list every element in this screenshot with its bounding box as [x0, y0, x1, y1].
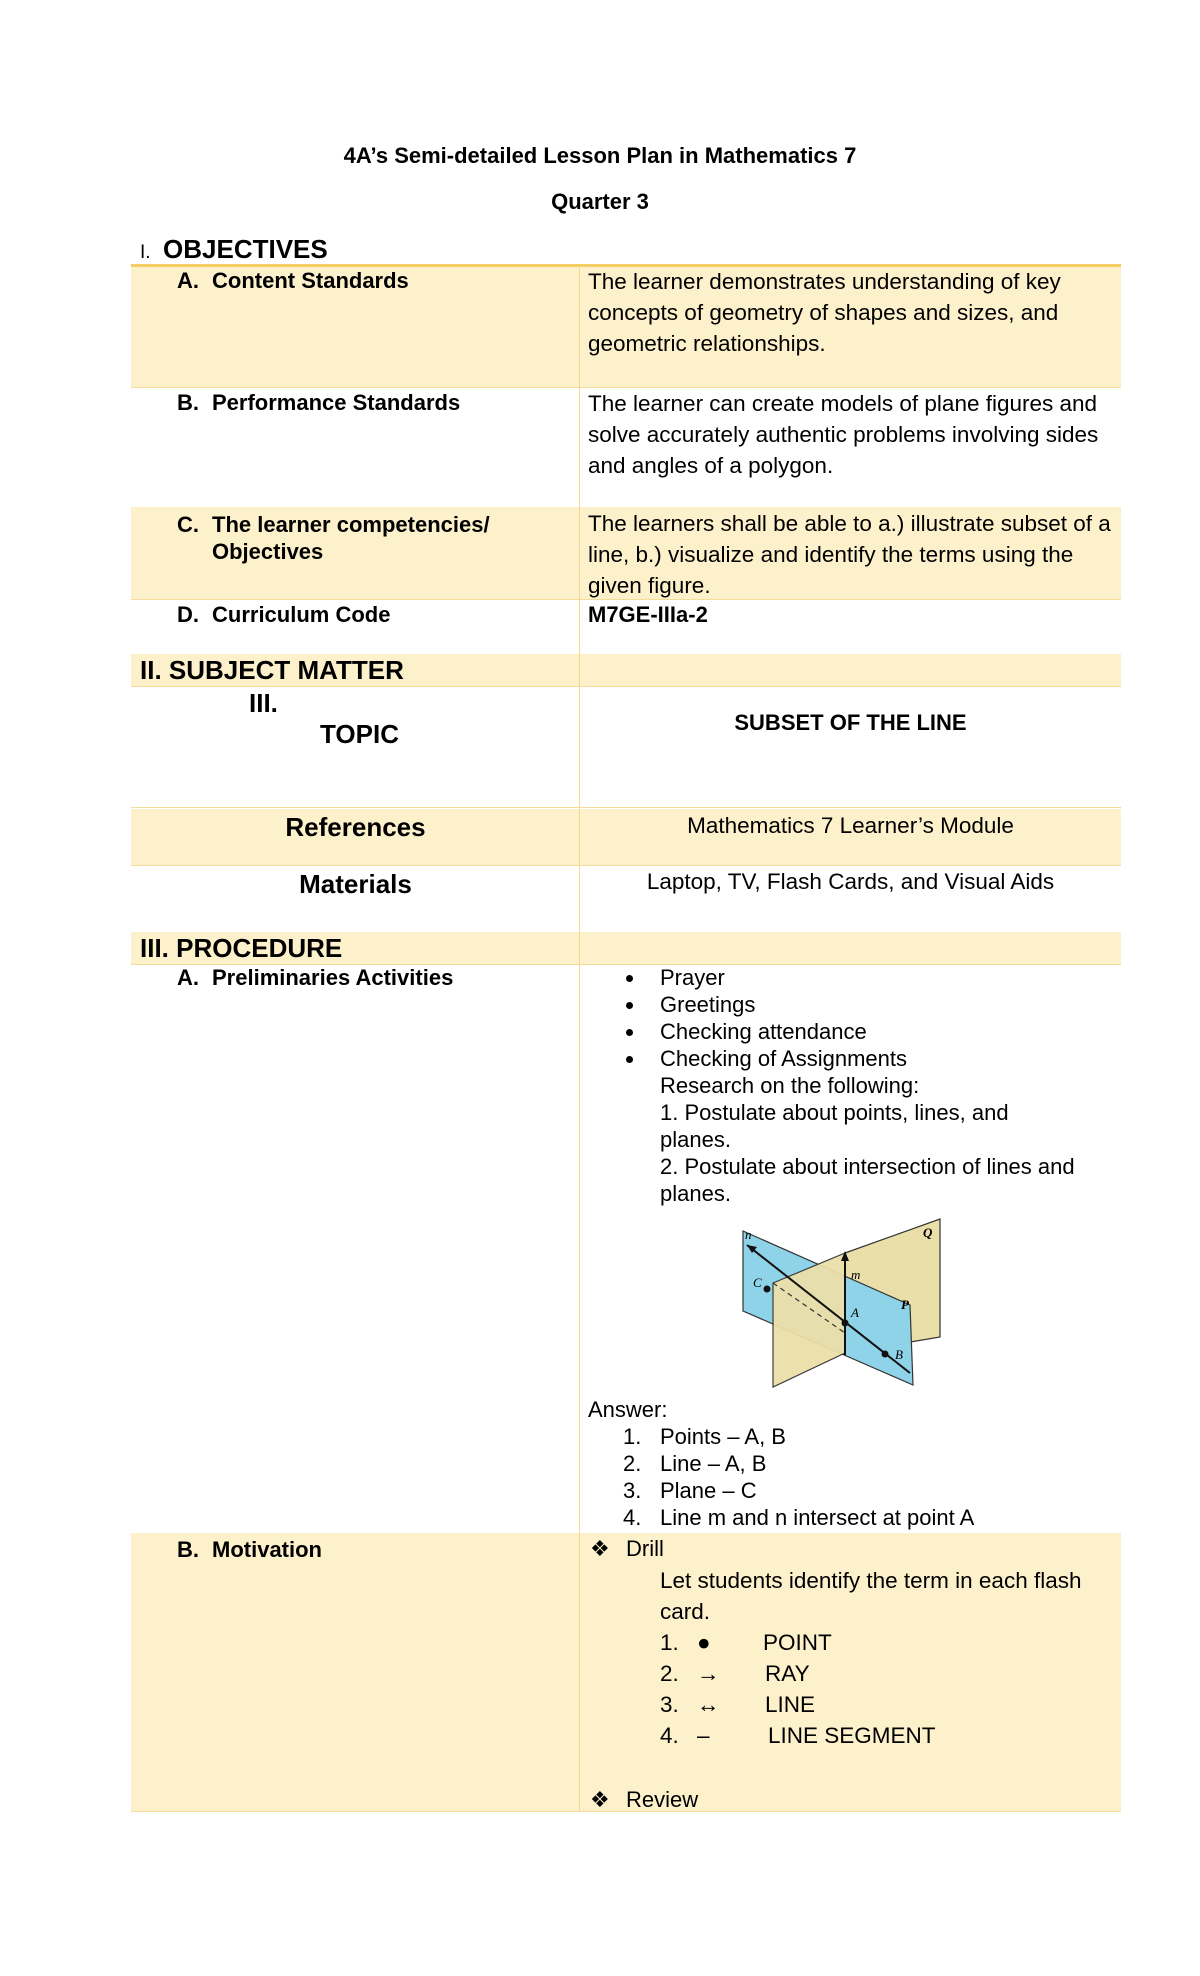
content-standards-letter: A.: [177, 268, 199, 293]
review-diamond-icon: ❖: [590, 1787, 610, 1812]
label-c: C: [753, 1275, 762, 1290]
references-label: References: [285, 812, 426, 842]
drill-label: Drill: [626, 1536, 664, 1561]
answer-text-4: Line m and n intersect at point A: [660, 1505, 975, 1530]
research-item-2a: 2. Postulate about intersection of lines and: [660, 1154, 1075, 1179]
answer-text-2: Line – A, B: [660, 1451, 767, 1476]
label-b: B: [895, 1347, 903, 1362]
drill-instruction-line1: Let students identify the term in each flash: [660, 1568, 1082, 1593]
card-num-1: 1.: [660, 1630, 679, 1655]
answer-num-1: 1.: [623, 1424, 642, 1449]
page-title: 4A’s Semi-detailed Lesson Plan in Mathematics 7: [343, 143, 857, 168]
card-symbol-3: ↔: [697, 1692, 720, 1717]
objectives-heading: I. OBJECTIVES: [140, 234, 328, 264]
card-symbol-1: ●: [697, 1630, 711, 1655]
procedure-heading: III. PROCEDURE: [140, 933, 343, 963]
motivation-label: Motivation: [212, 1537, 322, 1562]
answer-label: Answer:: [588, 1397, 668, 1422]
card-symbol-4: –: [697, 1723, 710, 1748]
bullet-attendance: Checking attendance: [590, 1018, 1110, 1045]
research-item-1a: 1. Postulate about points, lines, and: [660, 1100, 1009, 1125]
subject-matter-heading: II. SUBJECT MATTER: [140, 655, 404, 685]
performance-standards-text: The learner can create models of plane figures and solve accurately authentic problems involving sides and angles of a polygon.: [588, 391, 1099, 478]
research-item-1b: planes.: [660, 1127, 731, 1152]
references-value: Mathematics 7 Learner’s Module: [687, 813, 1014, 838]
label-a: A: [851, 1305, 859, 1320]
drill-diamond-icon: ❖: [590, 1536, 610, 1561]
review-label: Review: [626, 1787, 699, 1812]
card-term-4: LINE SEGMENT: [768, 1723, 936, 1748]
materials-label: Materials: [299, 869, 412, 899]
research-intro: Research on the following:: [660, 1073, 920, 1098]
competencies-label-line2: Objectives: [212, 539, 324, 564]
content-standards-text: The learner demonstrates understanding of key concepts of geometry of shapes and sizes, and geometric relationships.: [588, 269, 1061, 356]
column-divider: [579, 267, 580, 1811]
competencies-text: The learners shall be able to a.) illustrate subset of a line, b.) visualize and identify the terms using the given figure.: [588, 511, 1111, 598]
point-b: [882, 1351, 889, 1358]
preliminaries-letter: A.: [177, 965, 199, 990]
card-term-1: POINT: [763, 1630, 832, 1655]
answer-num-4: 4.: [623, 1505, 642, 1530]
row-topic: [131, 687, 1121, 808]
curriculum-code-value: M7GE-IIIa-2: [588, 602, 708, 627]
performance-standards-letter: B.: [177, 390, 199, 415]
card-symbol-2: →: [697, 1661, 720, 1686]
topic-label: TOPIC: [320, 719, 399, 749]
label-p: P: [901, 1297, 909, 1312]
content-standards-label: Content Standards: [212, 268, 409, 293]
materials-value: Laptop, TV, Flash Cards, and Visual Aids: [646, 869, 1055, 894]
drill-instruction-line2: card.: [660, 1599, 711, 1624]
preliminaries-label: Preliminaries Activities: [212, 965, 454, 990]
card-num-3: 3.: [660, 1692, 679, 1717]
bullet-greetings: Greetings: [590, 991, 1110, 1018]
curriculum-code-label: Curriculum Code: [212, 602, 391, 627]
label-m: m: [851, 1267, 861, 1282]
answer-num-2: 2.: [623, 1451, 642, 1476]
competencies-letter: C.: [177, 512, 199, 537]
performance-standards-label: Performance Standards: [212, 390, 461, 415]
topic-value: SUBSET OF THE LINE: [734, 710, 967, 735]
motivation-letter: B.: [177, 1537, 199, 1562]
label-n: n: [745, 1227, 752, 1242]
point-a: [842, 1320, 849, 1327]
card-term-2: RAY: [765, 1661, 810, 1686]
answer-num-3: 3.: [623, 1478, 642, 1503]
card-term-3: LINE: [765, 1692, 816, 1717]
topic-number: III.: [249, 688, 278, 718]
planes-intersection-figure: [735, 1215, 950, 1395]
bullet-assignments: Checking of Assignments: [590, 1045, 1110, 1072]
answer-text-3: Plane – C: [660, 1478, 757, 1503]
label-q: Q: [923, 1225, 933, 1240]
research-item-2b: planes.: [660, 1181, 731, 1206]
bullet-prayer: Prayer: [590, 964, 1110, 991]
card-num-2: 2.: [660, 1661, 679, 1686]
answer-text-1: Points – A, B: [660, 1424, 786, 1449]
preliminaries-bullet-list: [590, 964, 1110, 1072]
competencies-label-line1: The learner competencies/: [212, 512, 490, 537]
curriculum-code-letter: D.: [177, 602, 199, 627]
quarter-label: Quarter 3: [551, 189, 649, 214]
point-c: [764, 1286, 771, 1293]
card-num-4: 4.: [660, 1723, 679, 1748]
